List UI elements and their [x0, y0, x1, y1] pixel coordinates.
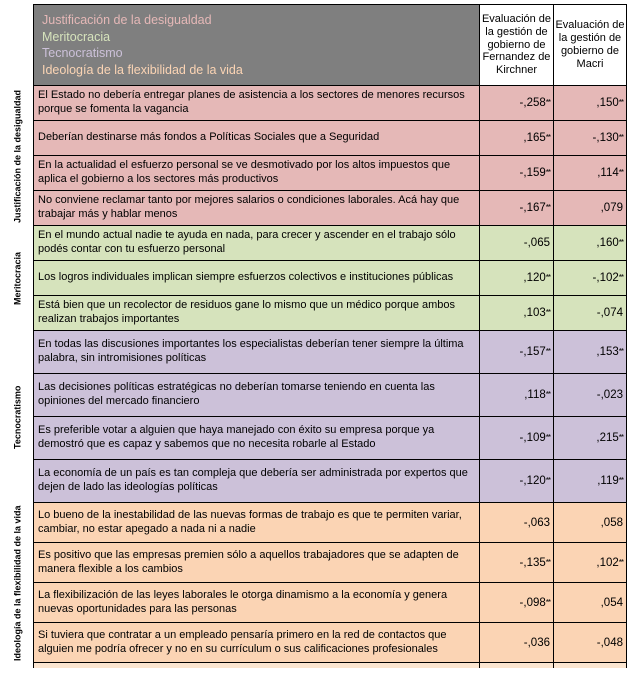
column-header-macri: Evaluación de la gestión de gobierno de Macri: [554, 4, 627, 86]
value-kirchner: ,103 **: [480, 296, 554, 331]
value-macri: ,150 **: [554, 86, 627, 121]
value-kirchner: ,120 **: [480, 261, 554, 296]
value-macri: ,079: [554, 191, 627, 226]
side-label-0: Justificación de la desigualdad: [2, 86, 33, 226]
value-kirchner: -,157 **: [480, 331, 554, 374]
cutoff-cell-kirchner: [480, 663, 554, 668]
statement-cell: Si tuviera que contratar a un empleado pensaría primero en la red de contactos que alguien me podría ofrecer y no en su currículum o sus calificaciones profesionales: [33, 623, 480, 663]
dimension-group-2: [2, 331, 627, 503]
value-macri: ,054: [554, 583, 627, 623]
statement-cell: Lo bueno de la inestabilidad de las nuevas formas de trabajo es que te permiten variar, cambiar, no estar apegado a nada ni a nadie: [33, 503, 480, 543]
value-kirchner: -,109 **: [480, 417, 554, 460]
dimension-legend-cell: [33, 4, 480, 86]
dimension-group-1: [2, 226, 627, 331]
table-header-row: [2, 4, 627, 86]
cutoff-spacer: [2, 663, 33, 668]
cutoff-cell-macri: [554, 663, 627, 668]
value-kirchner: -,098 **: [480, 583, 554, 623]
statement-cell: La economía de un país es tan compleja que debería ser administrada por expertos que dejen de lado las ideologías políticas: [33, 460, 480, 503]
statement-cell: En la actualidad el esfuerzo personal se ve desmotivado por los altos impuestos que aplica el gobierno a los sectores más productivos: [33, 156, 480, 191]
side-label-1: Meritocracia: [2, 226, 33, 331]
value-macri: ,160 **: [554, 226, 627, 261]
value-macri: ,058: [554, 503, 627, 543]
cutoff-cell-statement: [33, 663, 480, 668]
legend-item-0: Justificación de la desigualdad: [42, 13, 212, 27]
table-body: [2, 86, 627, 663]
column-header-kirchner: Evaluación de la gestión de gobierno de Fernandez de Kirchner: [480, 4, 554, 86]
legend-item-1: Meritocracia: [42, 29, 111, 44]
value-kirchner: -,036: [480, 623, 554, 663]
value-macri: ,119 **: [554, 460, 627, 503]
value-kirchner: -,167 **: [480, 191, 554, 226]
header-corner-spacer: [2, 4, 33, 86]
value-kirchner: -,063: [480, 503, 554, 543]
value-macri: -,130 **: [554, 121, 627, 156]
statement-cell: Está bien que un recolector de residuos gane lo mismo que un médico porque ambos realizan trabajos importantes: [33, 296, 480, 331]
legend-item-2: Tecnocratismo: [42, 46, 123, 60]
value-macri: ,215 **: [554, 417, 627, 460]
value-macri: -,048: [554, 623, 627, 663]
value-kirchner: -,065: [480, 226, 554, 261]
value-kirchner: ,118 **: [480, 374, 554, 417]
statement-cell: En todas las discusiones importantes los especialistas deberían tener siempre la última palabra, sin intromisiones políticas: [33, 331, 480, 374]
statement-cell: Deberían destinarse más fondos a Políticas Sociales que a Seguridad: [33, 121, 480, 156]
side-label-2: Tecnocratismo: [2, 331, 33, 503]
dimension-group-3: [2, 503, 627, 663]
value-macri: ,153 **: [554, 331, 627, 374]
statement-cell: Es positivo que las empresas premien sólo a aquellos trabajadores que se adapten de manera flexible a los cambios: [33, 543, 480, 583]
statement-cell: En el mundo actual nadie te ayuda en nada, para crecer y ascender en el trabajo sólo podés contar con tu esfuerzo personal: [33, 226, 480, 261]
statement-cell: No conviene reclamar tanto por mejores salarios o condiciones laborales. Acá hay que trabajar más y hablar menos: [33, 191, 480, 226]
value-macri: -,102 **: [554, 261, 627, 296]
value-kirchner: -,120 **: [480, 460, 554, 503]
value-macri: -,023: [554, 374, 627, 417]
value-macri: ,114 **: [554, 156, 627, 191]
statement-cell: Las decisiones políticas estratégicas no deberían tomarse teniendo en cuenta las opiniones del mercado financiero: [33, 374, 480, 417]
side-label-3: Ideología de la flexibilidad de la vida: [2, 503, 33, 663]
value-kirchner: -,159 **: [480, 156, 554, 191]
dimension-group-0: [2, 86, 627, 226]
value-kirchner: ,165 **: [480, 121, 554, 156]
value-kirchner: -,258 **: [480, 86, 554, 121]
legend-item-3: Ideología de la flexibilidad de la vida: [42, 62, 243, 77]
value-macri: ,102 **: [554, 543, 627, 583]
value-macri: -,074: [554, 296, 627, 331]
statement-cell: Los logros individuales implican siempre esfuerzos colectivos e instituciones públicas: [33, 261, 480, 296]
statement-cell: La flexibilización de las leyes laborales le otorga dinamismo a la economía y genera nuevas oportunidades para las personas: [33, 583, 480, 623]
statement-cell: Es preferible votar a alguien que haya manejado con éxito su empresa porque ya demostró que es capaz y sabemos que no necesita robarle al Estado: [33, 417, 480, 460]
statement-cell: El Estado no debería entregar planes de asistencia a los sectores de menores recursos porque se fomenta la vagancia: [33, 86, 480, 121]
cutoff-row: [2, 663, 627, 668]
value-kirchner: -,135 **: [480, 543, 554, 583]
